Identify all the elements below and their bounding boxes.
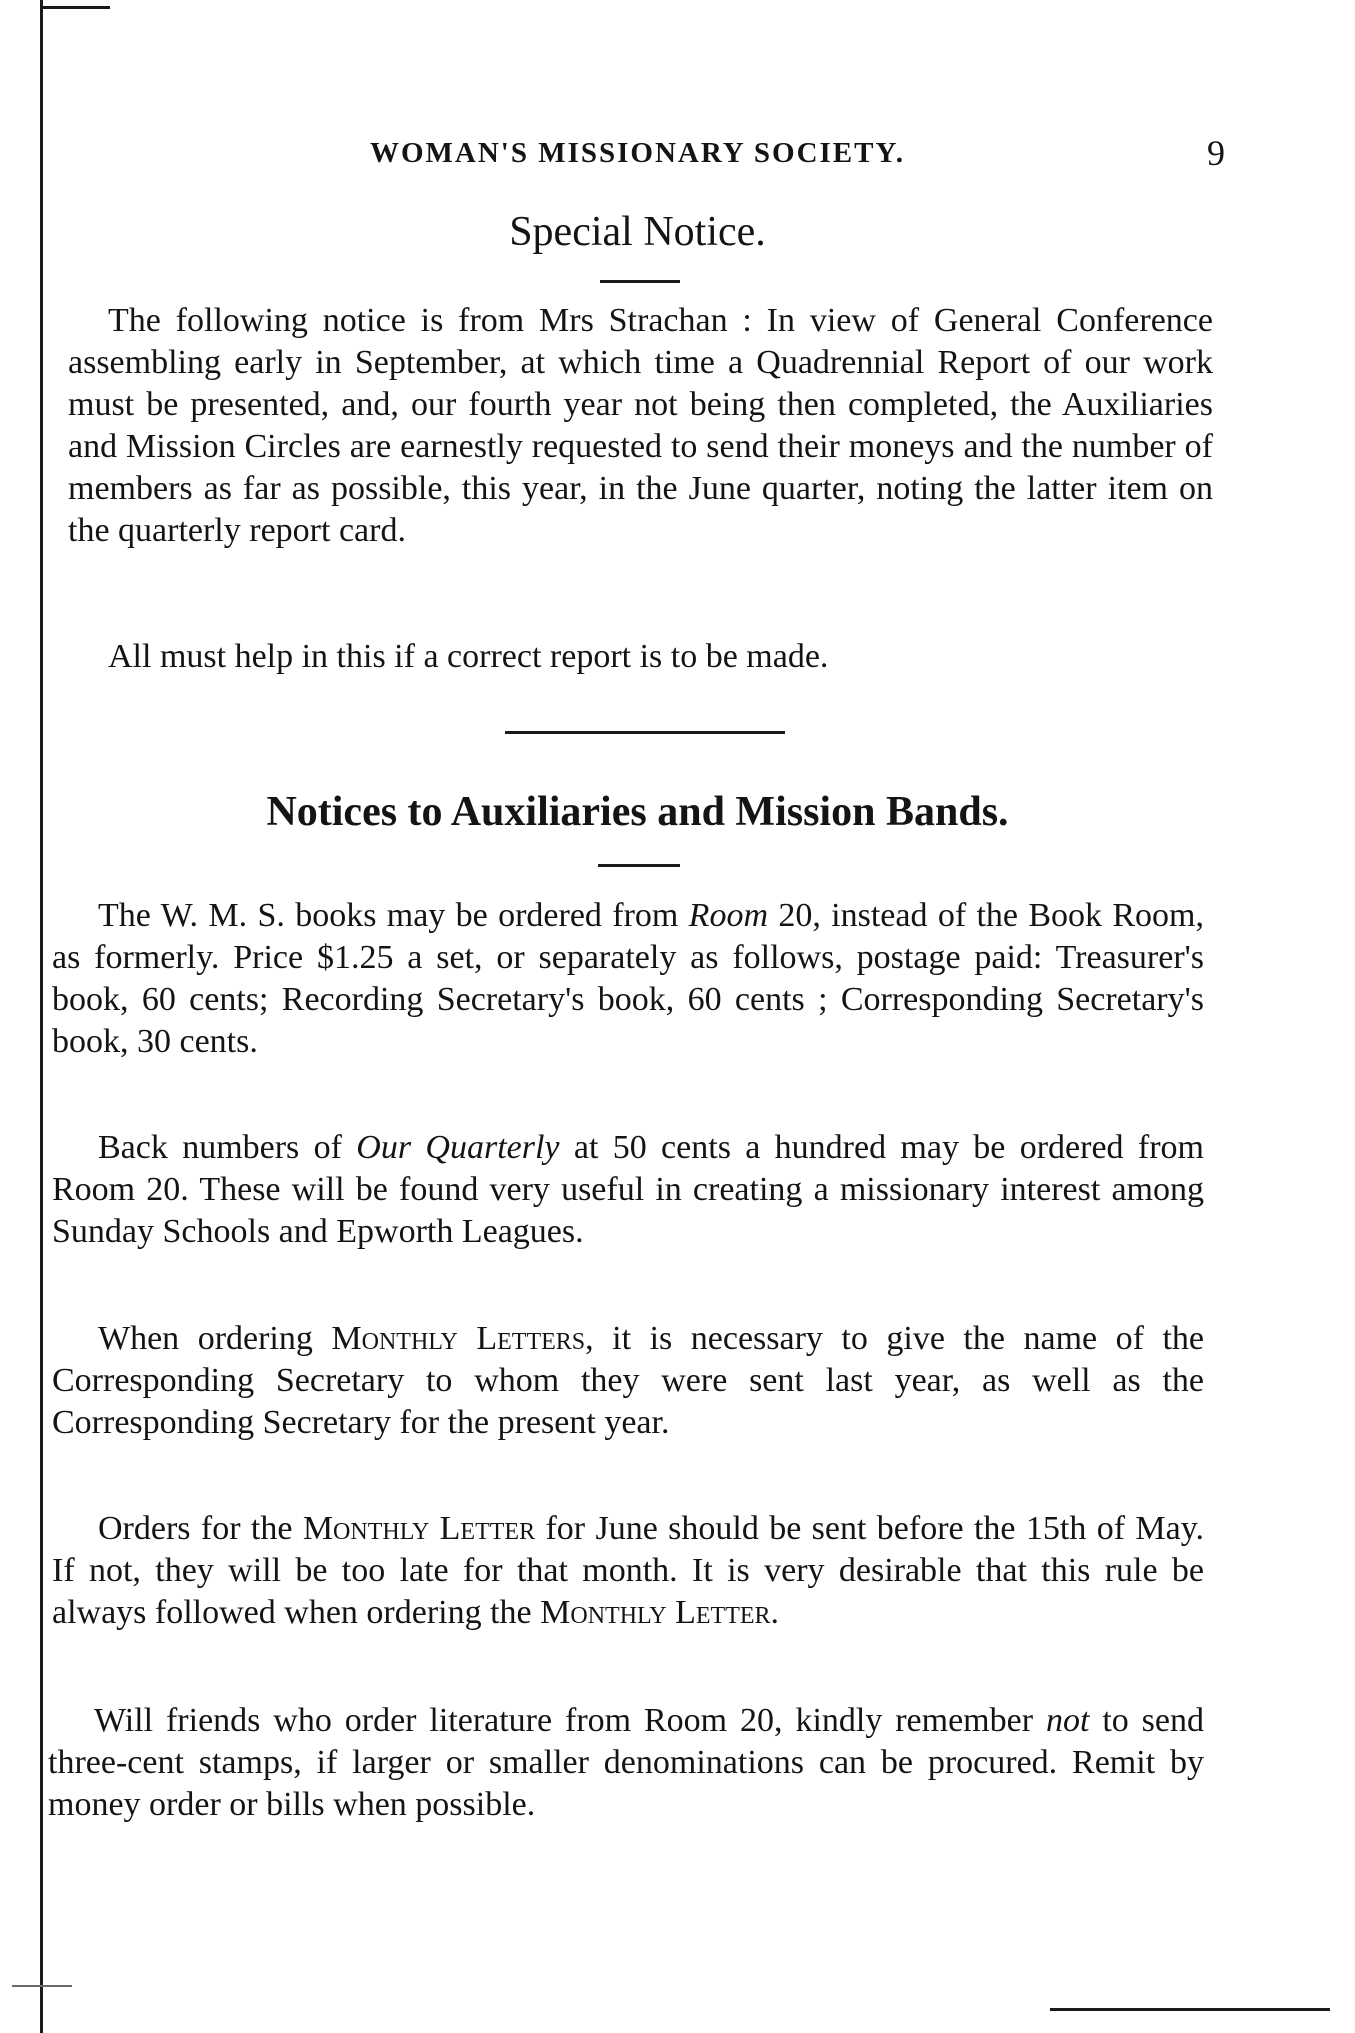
text-run: . <box>770 1594 780 1631</box>
italic-our-quarterly: Our Quarterly <box>356 1129 560 1166</box>
small-caps-monthly-letters: Monthly Letters <box>331 1320 586 1357</box>
text-run: for June should be sent before the 15th of May. If not, they will be too late for that month. It is very desirable that this rule be always followed when ordering the <box>52 1510 1204 1631</box>
special-notice-heading: Special Notice. <box>509 209 766 255</box>
text-run: Orders for the <box>98 1510 303 1547</box>
running-head <box>60 128 1225 178</box>
text-run: to send three-cent stamps, if larger or smaller denominations can be procured. Remit by money order or bills when possible. <box>48 1702 1204 1823</box>
text-run: at 50 cents a hundred may be ordered from Room 20. These will be found very useful in creating a missionary interest among Sunday Schools and Epworth Leagues. <box>52 1129 1204 1250</box>
page-number: 9 <box>1207 133 1225 173</box>
text-run: 20, instead of the Book Room, as formerly. Price $1.25 a set, or separately as follows, postage paid: Treasurer's book, 60 cents; Recording Secretary's book, 60 cents ; Corresponding Secretary's book, 30 cents. <box>52 897 1204 1060</box>
section-divider <box>505 731 785 734</box>
page-edge-top <box>40 6 110 9</box>
text-run: Back numbers of <box>98 1129 357 1166</box>
running-title: WOMAN'S MISSIONARY SOCIETY. <box>369 137 906 169</box>
special-notice-paragraph: The following notice is from Mrs Strachan : In view of General Conference assembling early in September, at which time a Quadrennial Report of our work must be presented, and, our fourth year not being then completed, the Auxiliaries and Mission Circles are earnestly requested to send their moneys and the number of members as far as possible, this year, in the June quarter, noting the latter item on the quarterly report card. <box>68 302 1213 549</box>
notice-stamps-paragraph <box>48 1700 1204 1826</box>
special-notice-closing: All must help in this if a correct report is to be made. <box>108 638 829 675</box>
text-run: , it is necessary to give the name of the Corresponding Secretary to whom they were sent last year, as well as the Corresponding Secretary for the present year. <box>52 1320 1204 1441</box>
text-run: Will friends who order literature from Room 20, kindly remember <box>94 1702 1046 1739</box>
page-edge-left <box>40 0 43 2033</box>
small-caps-monthly-letter: Monthly Letter <box>540 1594 771 1631</box>
notice-june-orders-paragraph <box>52 1508 1204 1634</box>
notice-books-paragraph <box>52 895 1204 1063</box>
italic-room: Room <box>688 897 768 934</box>
notices-heading: Notices to Auxiliaries and Mission Bands. <box>266 789 1009 835</box>
heading-rule <box>600 280 680 283</box>
notice-back-numbers-paragraph <box>52 1127 1204 1253</box>
text-run: When ordering <box>98 1320 332 1357</box>
text-run: The W. M. S. books may be ordered from <box>98 897 689 934</box>
bottom-edge-mark <box>12 1985 72 1987</box>
small-caps-monthly-letter: Monthly Letter <box>302 1510 536 1547</box>
italic-not: not <box>1045 1702 1090 1739</box>
notice-monthly-letters-paragraph <box>52 1318 1204 1444</box>
heading-rule <box>598 864 680 867</box>
bottom-edge-mark <box>1050 2008 1330 2011</box>
